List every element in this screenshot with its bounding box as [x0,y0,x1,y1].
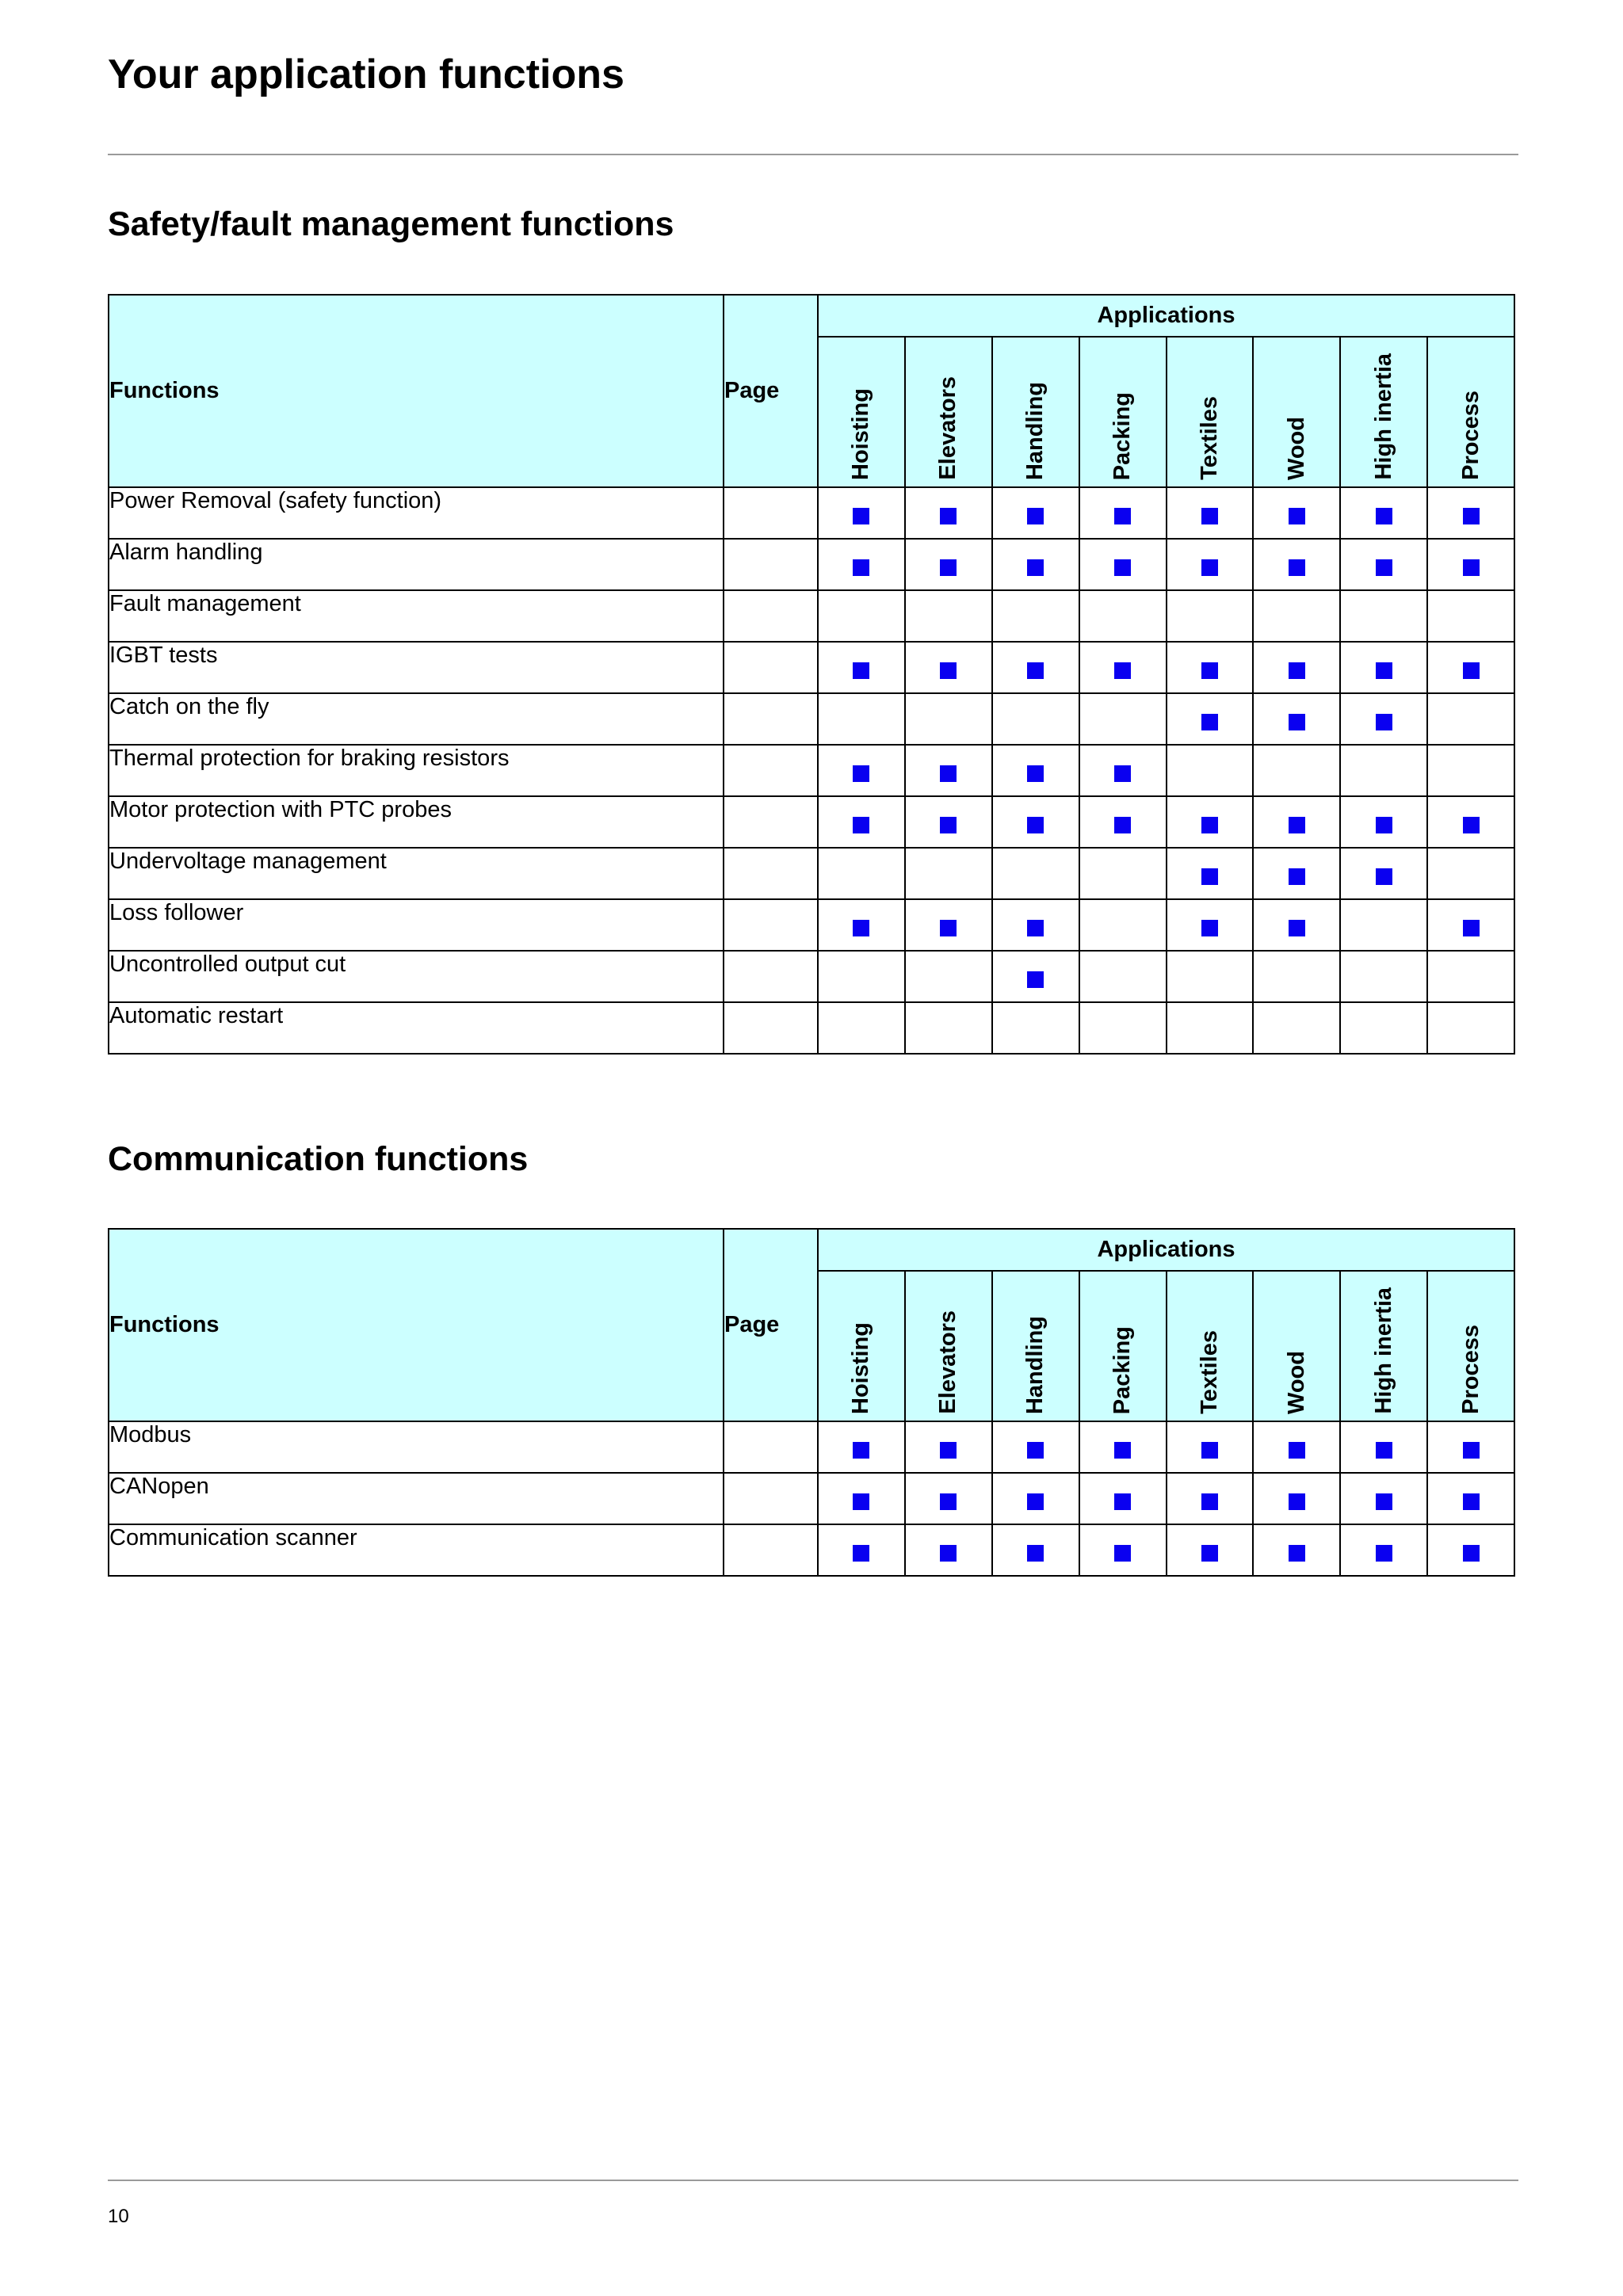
applicable-square-icon [1201,662,1218,679]
application-cell [818,1002,905,1054]
applicable-square-icon [1114,1442,1131,1459]
applicable-square-icon [1027,817,1044,833]
application-cell [1427,1421,1514,1473]
application-column-label: High inertia [1370,353,1396,480]
application-cell [1340,1524,1427,1576]
title-divider [108,154,1518,155]
header-row [109,1229,1514,1271]
page-cell [724,693,818,745]
applicable-square-icon [1114,662,1131,679]
application-cell [1167,951,1254,1002]
applicable-square-icon [1114,817,1131,833]
application-cell [1079,745,1167,796]
functions-header: Functions [109,1229,724,1421]
application-column-header [1079,1271,1167,1421]
function-name: Fault management [109,590,724,642]
application-cell [1340,1002,1427,1054]
applicable-square-icon [1463,920,1480,936]
applicable-square-icon [940,920,957,936]
application-cell [905,796,992,848]
function-name: Motor protection with PTC probes [109,796,724,848]
page-number: 10 [108,2206,129,2227]
application-cell [1167,693,1254,745]
applicable-square-icon [853,662,869,679]
table-row [109,487,1514,539]
applicable-square-icon [1289,920,1305,936]
application-cell [992,590,1079,642]
applicable-square-icon [1027,559,1044,576]
applicable-square-icon [940,1442,957,1459]
application-column-label: Hoisting [848,388,874,480]
table-row [109,796,1514,848]
application-column-header [818,337,905,487]
application-cell [1079,951,1167,1002]
application-cell [1427,590,1514,642]
applicable-square-icon [1201,508,1218,524]
applicable-square-icon [853,508,869,524]
application-cell [1079,1421,1167,1473]
function-name: Communication scanner [109,1524,724,1576]
application-cell [1253,1421,1340,1473]
application-cell [905,590,992,642]
applicable-square-icon [1376,1442,1392,1459]
application-column-label: Process [1457,1325,1484,1414]
application-cell [1253,1524,1340,1576]
safety-section-title: Safety/fault management functions [108,205,674,243]
applicable-square-icon [1201,559,1218,576]
application-column-header [905,337,992,487]
header-row [109,295,1514,337]
application-cell [1167,642,1254,693]
application-cell [818,951,905,1002]
function-name: Modbus [109,1421,724,1473]
applicable-square-icon [940,1545,957,1562]
applicable-square-icon [940,817,957,833]
function-name: Alarm handling [109,539,724,590]
applicable-square-icon [1027,920,1044,936]
applicable-square-icon [1027,1493,1044,1510]
applicable-square-icon [940,765,957,782]
application-cell [905,848,992,899]
applicable-square-icon [1463,662,1480,679]
page-header: Page [724,1229,818,1421]
applicable-square-icon [853,920,869,936]
applications-header: Applications [818,295,1514,337]
application-cell [1427,487,1514,539]
application-cell [1340,642,1427,693]
application-cell [1340,745,1427,796]
page-cell [724,1421,818,1473]
application-cell [905,1421,992,1473]
applicable-square-icon [1463,817,1480,833]
page-cell [724,951,818,1002]
application-cell [992,848,1079,899]
application-cell [1253,642,1340,693]
application-cell [1253,590,1340,642]
page-cell [724,487,818,539]
application-column-label: Wood [1283,1351,1309,1414]
application-column-label: Elevators [935,1310,961,1414]
application-column-header [905,1271,992,1421]
application-cell [818,693,905,745]
application-column-header [818,1271,905,1421]
application-cell [1427,1524,1514,1576]
application-cell [1079,693,1167,745]
application-cell [1167,487,1254,539]
applicable-square-icon [1289,1442,1305,1459]
table-row [109,951,1514,1002]
page-cell [724,642,818,693]
application-cell [1079,539,1167,590]
applicable-square-icon [1289,817,1305,833]
application-cell [992,951,1079,1002]
application-cell [1167,539,1254,590]
application-cell [818,848,905,899]
applicable-square-icon [1376,559,1392,576]
application-cell [1340,899,1427,951]
function-name: CANopen [109,1473,724,1524]
table-row [109,1473,1514,1524]
application-cell [1427,1002,1514,1054]
application-cell [992,539,1079,590]
application-cell [818,899,905,951]
communication-section-title: Communication functions [108,1140,529,1178]
application-cell [1079,1473,1167,1524]
application-cell [1340,539,1427,590]
table-row [109,693,1514,745]
application-cell [1340,693,1427,745]
application-cell [1340,590,1427,642]
page-cell [724,899,818,951]
page-cell [724,590,818,642]
application-column-label: Wood [1283,417,1309,480]
function-name: Undervoltage management [109,848,724,899]
application-cell [1253,1002,1340,1054]
application-cell [1340,848,1427,899]
function-name: Thermal protection for braking resistors [109,745,724,796]
applicable-square-icon [1201,714,1218,730]
application-column-label: Hoisting [848,1322,874,1414]
application-cell [905,1524,992,1576]
application-cell [992,1473,1079,1524]
application-cell [992,1421,1079,1473]
application-column-label: High inertia [1370,1287,1396,1414]
application-cell [1340,796,1427,848]
application-cell [818,642,905,693]
application-cell [1079,796,1167,848]
application-column-header [1253,1271,1340,1421]
applicable-square-icon [1289,559,1305,576]
application-cell [818,796,905,848]
table-row [109,1524,1514,1576]
application-column-label: Handling [1022,1315,1048,1414]
application-cell [1427,796,1514,848]
application-cell [818,1524,905,1576]
applicable-square-icon [1114,1493,1131,1510]
page-cell [724,1473,818,1524]
footer-divider [108,2180,1518,2181]
application-cell [1079,899,1167,951]
applicable-square-icon [853,765,869,782]
function-name: Loss follower [109,899,724,951]
application-cell [992,1002,1079,1054]
function-name: Automatic restart [109,1002,724,1054]
application-cell [1253,899,1340,951]
applicable-square-icon [1376,817,1392,833]
application-cell [992,745,1079,796]
applicable-square-icon [1376,868,1392,885]
application-cell [818,539,905,590]
applicable-square-icon [1289,508,1305,524]
applicable-square-icon [853,817,869,833]
applicable-square-icon [1376,1493,1392,1510]
application-cell [905,1002,992,1054]
applicable-square-icon [1376,714,1392,730]
application-column-header [1253,337,1340,487]
application-cell [1253,848,1340,899]
communication-functions-table [108,1228,1515,1577]
application-cell [1167,899,1254,951]
application-column-header [1340,1271,1427,1421]
application-column-header [1427,1271,1514,1421]
applicable-square-icon [1463,559,1480,576]
applicable-square-icon [853,559,869,576]
applicable-square-icon [1201,1545,1218,1562]
applicable-square-icon [1376,662,1392,679]
applicable-square-icon [940,662,957,679]
applicable-square-icon [1114,559,1131,576]
applicable-square-icon [853,1493,869,1510]
application-cell [1253,1473,1340,1524]
application-cell [818,745,905,796]
page-cell [724,745,818,796]
application-cell [818,1473,905,1524]
page-header: Page [724,295,818,487]
application-cell [1340,1473,1427,1524]
applicable-square-icon [940,508,957,524]
application-cell [1427,745,1514,796]
applicable-square-icon [1463,1545,1480,1562]
applicable-square-icon [1463,1442,1480,1459]
table-row [109,848,1514,899]
application-cell [1253,539,1340,590]
application-cell [992,693,1079,745]
application-cell [905,951,992,1002]
application-column-label: Elevators [935,376,961,480]
table-row [109,642,1514,693]
applicable-square-icon [1289,1493,1305,1510]
page-cell [724,796,818,848]
applicable-square-icon [1027,662,1044,679]
applicable-square-icon [1289,1545,1305,1562]
table-row [109,590,1514,642]
application-cell [1340,951,1427,1002]
applicable-square-icon [1201,817,1218,833]
applicable-square-icon [853,1545,869,1562]
applicable-square-icon [940,559,957,576]
application-cell [1079,642,1167,693]
applicable-square-icon [1027,1442,1044,1459]
application-cell [1079,487,1167,539]
application-cell [905,693,992,745]
application-cell [1427,693,1514,745]
application-cell [1427,642,1514,693]
applicable-square-icon [1201,868,1218,885]
function-name: Uncontrolled output cut [109,951,724,1002]
application-cell [1167,848,1254,899]
table-row [109,1002,1514,1054]
application-column-header [1427,337,1514,487]
application-column-label: Process [1457,391,1484,480]
page-cell [724,1524,818,1576]
applications-header: Applications [818,1229,1514,1271]
application-cell [1079,590,1167,642]
applicable-square-icon [1201,1442,1218,1459]
table-row [109,1421,1514,1473]
application-column-header [992,337,1079,487]
application-column-header [992,1271,1079,1421]
application-column-label: Handling [1022,381,1048,480]
function-name: Power Removal (safety function) [109,487,724,539]
application-cell [1167,1421,1254,1473]
application-column-header [1079,337,1167,487]
application-cell [1427,1473,1514,1524]
application-cell [1167,796,1254,848]
safety-functions-table [108,294,1515,1055]
applicable-square-icon [1027,508,1044,524]
application-cell [992,796,1079,848]
application-cell [1340,1421,1427,1473]
application-cell [1427,899,1514,951]
applicable-square-icon [1376,1545,1392,1562]
application-cell [992,642,1079,693]
application-cell [1427,951,1514,1002]
applicable-square-icon [1289,868,1305,885]
application-cell [1167,590,1254,642]
application-cell [818,1421,905,1473]
table-row [109,539,1514,590]
table-row [109,899,1514,951]
application-cell [992,487,1079,539]
application-cell [1167,1473,1254,1524]
applicable-square-icon [1463,508,1480,524]
functions-header: Functions [109,295,724,487]
application-cell [1079,1002,1167,1054]
application-column-label: Textiles [1196,396,1222,480]
applicable-square-icon [940,1493,957,1510]
page-cell [724,848,818,899]
application-cell [1253,796,1340,848]
function-name: IGBT tests [109,642,724,693]
application-cell [992,1524,1079,1576]
page-cell [724,539,818,590]
application-column-header [1167,1271,1254,1421]
application-cell [992,899,1079,951]
application-column-label: Packing [1109,1325,1136,1414]
application-cell [905,745,992,796]
applicable-square-icon [1201,920,1218,936]
applicable-square-icon [1027,1545,1044,1562]
applicable-square-icon [1114,1545,1131,1562]
page-title: Your application functions [108,51,624,97]
application-cell [1253,745,1340,796]
application-cell [1427,539,1514,590]
applicable-square-icon [1201,1493,1218,1510]
applicable-square-icon [1027,765,1044,782]
application-cell [1253,693,1340,745]
applicable-square-icon [1289,714,1305,730]
application-cell [905,487,992,539]
application-cell [1253,487,1340,539]
application-cell [1167,745,1254,796]
applicable-square-icon [1376,508,1392,524]
application-cell [818,590,905,642]
application-column-label: Packing [1109,391,1136,480]
application-cell [905,899,992,951]
function-name: Catch on the fly [109,693,724,745]
application-cell [1167,1002,1254,1054]
application-column-header [1167,337,1254,487]
applicable-square-icon [1289,662,1305,679]
applicable-square-icon [1027,971,1044,988]
application-cell [1253,951,1340,1002]
applicable-square-icon [1114,765,1131,782]
application-cell [905,1473,992,1524]
page-cell [724,1002,818,1054]
application-cell [905,539,992,590]
application-cell [1427,848,1514,899]
application-cell [1079,1524,1167,1576]
application-cell [905,642,992,693]
application-column-header [1340,337,1427,487]
application-cell [1079,848,1167,899]
application-cell [818,487,905,539]
application-cell [1340,487,1427,539]
applicable-square-icon [1463,1493,1480,1510]
applicable-square-icon [1114,508,1131,524]
table-row [109,745,1514,796]
application-column-label: Textiles [1196,1330,1222,1414]
application-cell [1167,1524,1254,1576]
applicable-square-icon [853,1442,869,1459]
